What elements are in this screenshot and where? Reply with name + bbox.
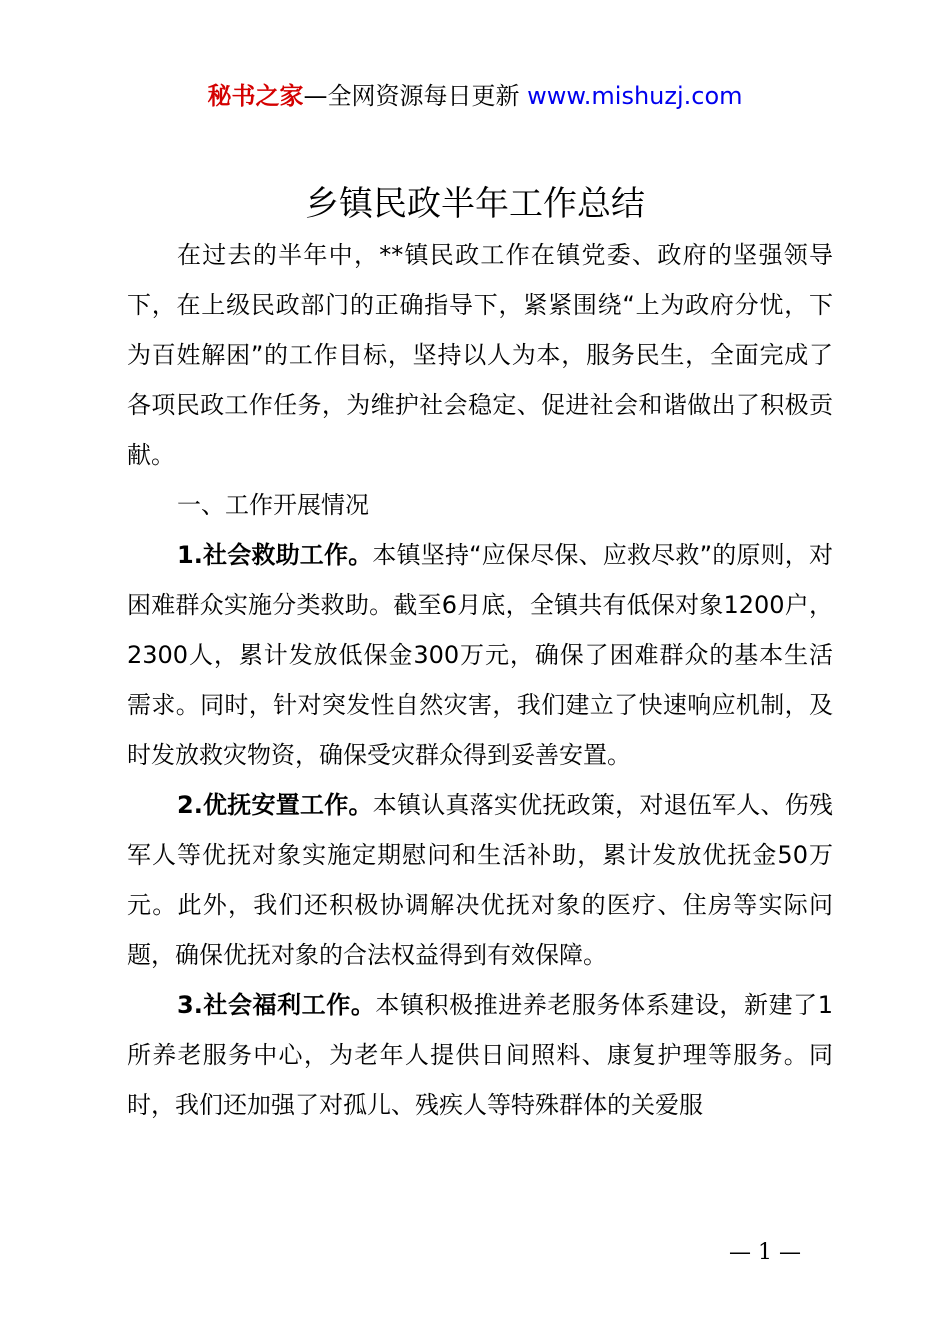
paragraph-text: 本镇认真落实优抚政策，对退伍军人、伤残军人等优抚对象实施定期慰问和生活补助，累计发放优抚金50万元。此外，我们还积极协调解决优抚对象的医疗、住房等实际问题，确保优抚对象的合法权益得到有效保障。 xyxy=(127,791,833,969)
paragraph-social-welfare xyxy=(127,980,833,1130)
paragraph-heading: 2.优抚安置工作。 xyxy=(177,791,373,819)
paragraph-heading: 3.社会福利工作。 xyxy=(177,991,376,1019)
page-number: — 1 — xyxy=(729,1240,801,1265)
brand-name: 秘书之家 xyxy=(207,82,304,110)
paragraph-social-assistance xyxy=(127,530,833,780)
paragraph-heading: 1.社会救助工作。 xyxy=(177,541,373,569)
paragraph-text: 本镇坚持“应保尽保、应救尽救”的原则，对困难群众实施分类救助。截至6月底，全镇共有低保对象1200户，2300人，累计发放低保金300万元，确保了困难群众的基本生活需求。同时，针对突发性自然灾害，我们建立了快速响应机制，及时发放救灾物资，确保受灾群众得到妥善安置。 xyxy=(127,541,833,769)
site-header xyxy=(0,80,950,112)
document-title: 乡镇民政半年工作总结 xyxy=(305,184,645,224)
paragraph-preferential-care xyxy=(127,780,833,980)
paragraph-text: 本镇积极推进养老服务体系建设，新建了1所养老服务中心，为老年人提供日间照料、康复护理等服务。同时，我们还加强了对孤儿、残疾人等特殊群体的关爱服 xyxy=(127,991,833,1119)
header-dash: — xyxy=(303,82,328,110)
site-url-link[interactable]: www.mishuzj.com xyxy=(527,82,743,110)
intro-paragraph: 在过去的半年中，**镇民政工作在镇党委、政府的坚强领导下，在上级民政部门的正确指导下，紧紧围绕“上为政府分忧，下为百姓解困”的工作目标，坚持以人为本，服务民生，全面完成了各项民政工作任务，为维护社会稳定、促进社会和谐做出了积极贡献。 xyxy=(127,241,833,469)
header-tagline: 全网资源每日更新 xyxy=(327,82,520,110)
document-body xyxy=(127,230,833,1130)
section-heading: 一、工作开展情况 xyxy=(177,491,369,519)
